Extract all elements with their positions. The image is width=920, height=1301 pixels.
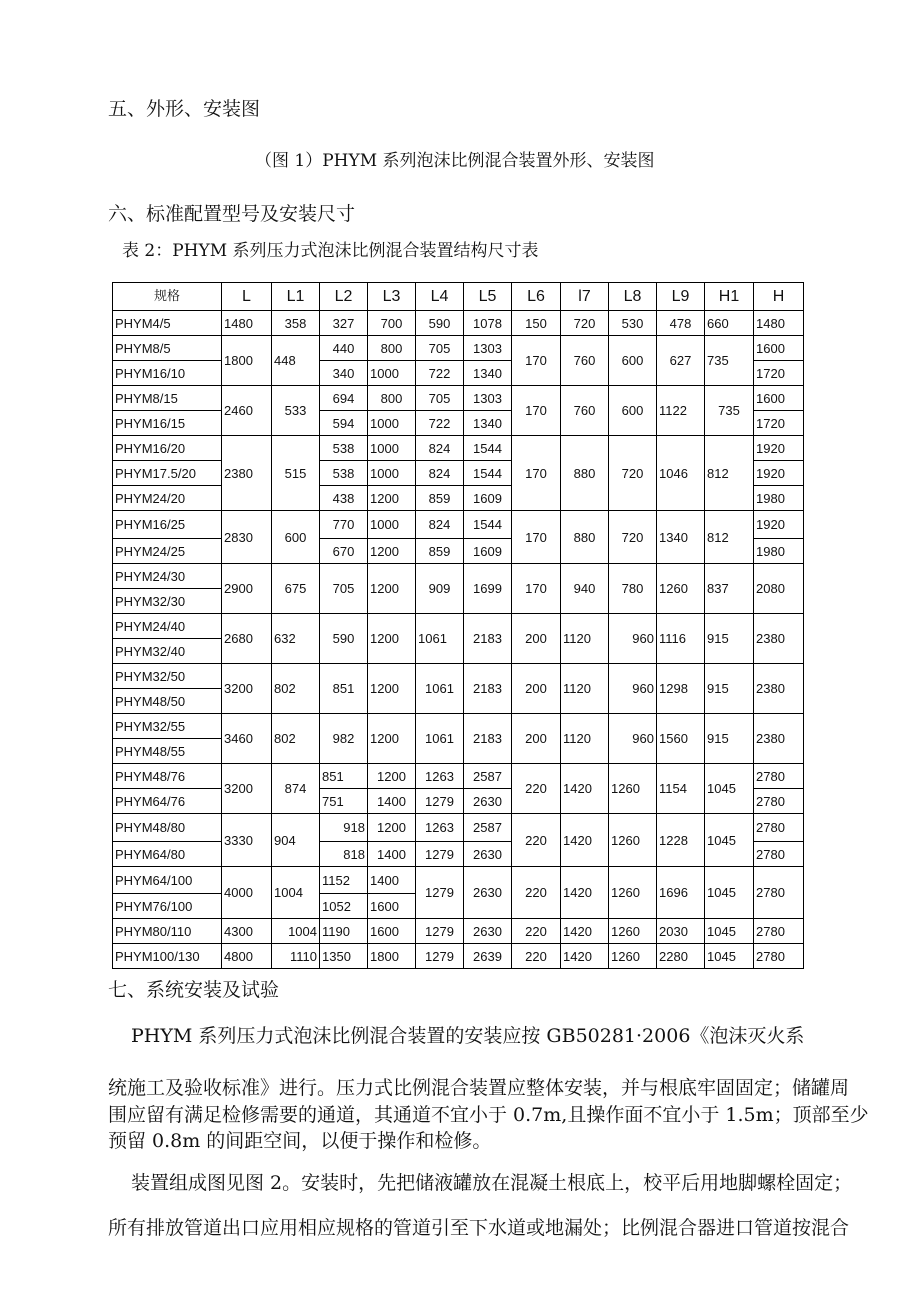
table-cell: 1340 — [464, 411, 512, 436]
table-cell: 2900 — [222, 564, 272, 614]
table-row — [113, 511, 804, 539]
table-cell: 1052 — [320, 894, 368, 919]
table-cell: 220 — [512, 919, 561, 944]
table-cell: 851 — [320, 764, 368, 789]
table-cell: 705 — [416, 386, 464, 411]
table-cell: 600 — [609, 336, 657, 386]
table-cell: 1400 — [368, 789, 416, 814]
table-cell: 851 — [320, 664, 368, 714]
table-cell: 1152 — [320, 867, 368, 894]
model-cell: PHYM4/5 — [113, 311, 222, 336]
header-cell: H — [754, 283, 804, 311]
table-cell: 760 — [561, 336, 609, 386]
table-cell: 2780 — [754, 867, 804, 919]
table-cell: 1061 — [416, 714, 464, 764]
section-7-heading: 七、系统安装及试验 — [108, 979, 280, 1001]
model-cell: PHYM16/15 — [113, 411, 222, 436]
table-cell: 1920 — [754, 461, 804, 486]
table-cell: 1200 — [368, 564, 416, 614]
table-cell: 751 — [320, 789, 368, 814]
table-cell: 1600 — [754, 386, 804, 411]
table-cell: 2780 — [754, 789, 804, 814]
model-cell: PHYM32/30 — [113, 589, 222, 614]
header-cell: L3 — [368, 283, 416, 311]
model-cell: PHYM32/55 — [113, 714, 222, 739]
table-cell: 720 — [561, 311, 609, 336]
table-cell: 2030 — [657, 919, 705, 944]
table-cell: 722 — [416, 361, 464, 386]
table-cell: 874 — [272, 764, 320, 814]
table-cell: 1200 — [368, 764, 416, 789]
table-cell: 1279 — [416, 842, 464, 867]
table-cell: 824 — [416, 436, 464, 461]
table-cell: 1000 — [368, 361, 416, 386]
table-cell: 200 — [512, 614, 561, 664]
table-row — [113, 614, 804, 639]
table-cell: 1400 — [368, 867, 416, 894]
table-cell: 438 — [320, 486, 368, 511]
table-cell: 170 — [512, 511, 561, 564]
table-cell: 3200 — [222, 664, 272, 714]
table-cell: 1061 — [416, 614, 464, 664]
table-cell: 1800 — [368, 944, 416, 969]
table-cell: 590 — [320, 614, 368, 664]
table-cell: 735 — [705, 386, 754, 436]
table-cell: 2587 — [464, 764, 512, 789]
table-cell: 1480 — [222, 311, 272, 336]
table-cell: 1699 — [464, 564, 512, 614]
model-cell: PHYM64/100 — [113, 867, 222, 894]
table-cell: 1045 — [705, 764, 754, 814]
table-cell: 904 — [272, 814, 320, 867]
table-cell: 327 — [320, 311, 368, 336]
table-cell: 1260 — [609, 919, 657, 944]
table-cell: 1078 — [464, 311, 512, 336]
table-cell: 1980 — [754, 486, 804, 511]
table-cell: 1045 — [705, 867, 754, 919]
table-cell: 170 — [512, 436, 561, 511]
table-cell: 340 — [320, 361, 368, 386]
header-cell: L8 — [609, 283, 657, 311]
table-cell: 1120 — [561, 664, 609, 714]
table-cell: 660 — [705, 311, 754, 336]
table-row — [113, 564, 804, 589]
table-cell: 1544 — [464, 461, 512, 486]
table-cell: 812 — [705, 511, 754, 564]
table-row — [113, 764, 804, 789]
table-row — [113, 436, 804, 461]
table-cell: 2630 — [464, 789, 512, 814]
model-cell: PHYM100/130 — [113, 944, 222, 969]
table-cell: 1154 — [657, 764, 705, 814]
table-cell: 722 — [416, 411, 464, 436]
table-cell: 1303 — [464, 336, 512, 361]
model-cell: PHYM48/80 — [113, 814, 222, 842]
table-row — [113, 664, 804, 689]
table-cell: 1420 — [561, 814, 609, 867]
table-cell: 1122 — [657, 386, 705, 436]
table-cell: 1609 — [464, 539, 512, 564]
model-cell: PHYM8/5 — [113, 336, 222, 361]
header-cell: L — [222, 283, 272, 311]
table-cell: 1544 — [464, 436, 512, 461]
model-cell: PHYM16/20 — [113, 436, 222, 461]
table-cell: 818 — [320, 842, 368, 867]
table-cell: 1260 — [609, 814, 657, 867]
table-cell: 915 — [705, 614, 754, 664]
model-cell: PHYM16/25 — [113, 511, 222, 539]
table-cell: 1340 — [464, 361, 512, 386]
table-cell: 802 — [272, 664, 320, 714]
table-cell: 538 — [320, 461, 368, 486]
table-cell: 3330 — [222, 814, 272, 867]
table-cell: 1279 — [416, 789, 464, 814]
table-cell: 1004 — [272, 867, 320, 919]
model-cell: PHYM48/50 — [113, 689, 222, 714]
table-cell: 590 — [416, 311, 464, 336]
paragraph-1-line-4: 预留 0.8m 的间距空间，以便于操作和检修。 — [108, 1130, 492, 1152]
table-cell: 802 — [272, 714, 320, 764]
table-cell: 1263 — [416, 814, 464, 842]
table-row — [113, 814, 804, 842]
table-cell: 2680 — [222, 614, 272, 664]
table-cell: 1560 — [657, 714, 705, 764]
table-cell: 358 — [272, 311, 320, 336]
table-cell: 1200 — [368, 486, 416, 511]
table-cell: 982 — [320, 714, 368, 764]
table-cell: 1045 — [705, 919, 754, 944]
table-cell: 915 — [705, 714, 754, 764]
table-cell: 670 — [320, 539, 368, 564]
table-cell: 538 — [320, 436, 368, 461]
table-header-row — [113, 283, 804, 311]
table-cell: 2630 — [464, 867, 512, 919]
table-cell: 1000 — [368, 461, 416, 486]
table-cell: 1279 — [416, 919, 464, 944]
paragraph-1-line-1: PHYM 系列压力式泡沫比例混合装置的安装应按 GB50281·2006《泡沫灭火系 — [131, 1025, 805, 1047]
model-cell: PHYM48/76 — [113, 764, 222, 789]
table-cell: 1279 — [416, 944, 464, 969]
table-cell: 1720 — [754, 361, 804, 386]
table-cell: 1000 — [368, 411, 416, 436]
table-cell: 1920 — [754, 511, 804, 539]
table-cell: 1116 — [657, 614, 705, 664]
table-cell: 700 — [368, 311, 416, 336]
table-cell: 1480 — [754, 311, 804, 336]
table-cell: 960 — [609, 664, 657, 714]
table-cell: 1004 — [272, 919, 320, 944]
header-cell: L6 — [512, 283, 561, 311]
table-cell: 1110 — [272, 944, 320, 969]
table-cell: 940 — [561, 564, 609, 614]
table-cell: 812 — [705, 436, 754, 511]
model-cell: PHYM64/76 — [113, 789, 222, 814]
table-cell: 220 — [512, 764, 561, 814]
table-cell: 1920 — [754, 436, 804, 461]
table-cell: 2080 — [754, 564, 804, 614]
table-cell: 533 — [272, 386, 320, 436]
table-row — [113, 919, 804, 944]
table-cell: 2780 — [754, 764, 804, 789]
table-cell: 1000 — [368, 511, 416, 539]
table-cell: 1260 — [657, 564, 705, 614]
table-cell: 2780 — [754, 919, 804, 944]
table-cell: 1800 — [222, 336, 272, 386]
table-cell: 720 — [609, 511, 657, 564]
paragraph-2-line-2: 所有排放管道出口应用相应规格的管道引至下水道或地漏处；比例混合器进口管道按混合 — [108, 1217, 850, 1239]
table-cell: 2639 — [464, 944, 512, 969]
table-cell: 627 — [657, 336, 705, 386]
table-cell: 1420 — [561, 764, 609, 814]
table-cell: 1061 — [416, 664, 464, 714]
table-cell: 1279 — [416, 867, 464, 919]
header-cell: L1 — [272, 283, 320, 311]
table-cell: 2630 — [464, 842, 512, 867]
table-cell: 2780 — [754, 944, 804, 969]
table-row — [113, 867, 804, 894]
table-cell: 1045 — [705, 944, 754, 969]
table-cell: 632 — [272, 614, 320, 664]
table-cell: 1720 — [754, 411, 804, 436]
figure-1-caption: （图 1）PHYM 系列泡沫比例混合装置外形、安装图 — [255, 151, 655, 171]
table-cell: 448 — [272, 336, 320, 386]
table-cell: 735 — [705, 336, 754, 386]
paragraph-1-line-3: 围应留有满足检修需要的通道，其通道不宜小于 0.7m,且操作面不宜小于 1.5m；顶部至少 — [108, 1104, 869, 1126]
table-cell: 2183 — [464, 614, 512, 664]
table-cell: 770 — [320, 511, 368, 539]
table-2-caption: 表 2：PHYM 系列压力式泡沫比例混合装置结构尺寸表 — [122, 241, 539, 261]
table-cell: 2587 — [464, 814, 512, 842]
table-cell: 960 — [609, 714, 657, 764]
table-cell: 859 — [416, 539, 464, 564]
table-cell: 1260 — [609, 867, 657, 919]
table-cell: 909 — [416, 564, 464, 614]
table-row — [113, 944, 804, 969]
header-cell: L4 — [416, 283, 464, 311]
table-cell: 515 — [272, 436, 320, 511]
table-cell: 1000 — [368, 436, 416, 461]
table-cell: 675 — [272, 564, 320, 614]
table-cell: 694 — [320, 386, 368, 411]
table-cell: 2183 — [464, 664, 512, 714]
table-cell: 2380 — [222, 436, 272, 511]
table-cell: 915 — [705, 664, 754, 714]
header-cell: L2 — [320, 283, 368, 311]
table-cell: 1420 — [561, 944, 609, 969]
table-cell: 800 — [368, 386, 416, 411]
table-row — [113, 311, 804, 336]
table-cell: 824 — [416, 511, 464, 539]
table-cell: 1303 — [464, 386, 512, 411]
table-cell: 4000 — [222, 867, 272, 919]
model-cell: PHYM80/110 — [113, 919, 222, 944]
table-cell: 1260 — [609, 764, 657, 814]
model-cell: PHYM17.5/20 — [113, 461, 222, 486]
table-cell: 1350 — [320, 944, 368, 969]
table-cell: 1200 — [368, 714, 416, 764]
model-cell: PHYM64/80 — [113, 842, 222, 867]
paragraph-2-line-1: 装置组成图见图 2。安装时，先把储液罐放在混凝土根底上，校平后用地脚螺栓固定； — [131, 1172, 853, 1194]
model-cell: PHYM24/20 — [113, 486, 222, 511]
table-cell: 150 — [512, 311, 561, 336]
table-cell: 600 — [272, 511, 320, 564]
model-cell: PHYM32/50 — [113, 664, 222, 689]
model-cell: PHYM32/40 — [113, 639, 222, 664]
table-cell: 1420 — [561, 919, 609, 944]
table-cell: 859 — [416, 486, 464, 511]
table-cell: 780 — [609, 564, 657, 614]
paragraph-1-line-2: 统施工及验收标准》进行。压力式比例混合装置应整体安装，并与根底牢固固定；储罐周 — [108, 1077, 850, 1099]
table-cell: 3460 — [222, 714, 272, 764]
model-cell: PHYM24/40 — [113, 614, 222, 639]
table-cell: 1340 — [657, 511, 705, 564]
table-cell: 918 — [320, 814, 368, 842]
table-cell: 1400 — [368, 842, 416, 867]
table-cell: 720 — [609, 436, 657, 511]
table-cell: 200 — [512, 714, 561, 764]
table-cell: 4800 — [222, 944, 272, 969]
table-cell: 220 — [512, 814, 561, 867]
table-cell: 705 — [320, 564, 368, 614]
table-cell: 170 — [512, 564, 561, 614]
table-cell: 594 — [320, 411, 368, 436]
table-cell: 2460 — [222, 386, 272, 436]
table-cell: 1228 — [657, 814, 705, 867]
table-cell: 1980 — [754, 539, 804, 564]
model-cell: PHYM76/100 — [113, 894, 222, 919]
table-cell: 220 — [512, 867, 561, 919]
table-cell: 1120 — [561, 714, 609, 764]
table-cell: 1420 — [561, 867, 609, 919]
table-cell: 760 — [561, 386, 609, 436]
table-cell: 2183 — [464, 714, 512, 764]
table-cell: 2630 — [464, 919, 512, 944]
dimension-table — [112, 282, 804, 969]
table-cell: 1600 — [754, 336, 804, 361]
table-cell: 880 — [561, 511, 609, 564]
model-cell: PHYM24/30 — [113, 564, 222, 589]
table-cell: 1045 — [705, 814, 754, 867]
model-cell: PHYM16/10 — [113, 361, 222, 386]
header-cell: L9 — [657, 283, 705, 311]
table-cell: 170 — [512, 386, 561, 436]
table-cell: 3200 — [222, 764, 272, 814]
table-cell: 1600 — [368, 894, 416, 919]
table-cell: 600 — [609, 386, 657, 436]
table-cell: 800 — [368, 336, 416, 361]
table-cell: 1263 — [416, 764, 464, 789]
table-row — [113, 386, 804, 411]
table-cell: 1046 — [657, 436, 705, 511]
table-cell: 2380 — [754, 614, 804, 664]
model-cell: PHYM8/15 — [113, 386, 222, 411]
table-cell: 200 — [512, 664, 561, 714]
table-cell: 960 — [609, 614, 657, 664]
table-cell: 824 — [416, 461, 464, 486]
table-cell: 2380 — [754, 714, 804, 764]
table-cell: 478 — [657, 311, 705, 336]
table-cell: 4300 — [222, 919, 272, 944]
table-cell: 1200 — [368, 614, 416, 664]
table-cell: 530 — [609, 311, 657, 336]
table-cell: 1200 — [368, 814, 416, 842]
header-cell: L5 — [464, 283, 512, 311]
table-cell: 705 — [416, 336, 464, 361]
table-cell: 1200 — [368, 664, 416, 714]
table-cell: 837 — [705, 564, 754, 614]
table-cell: 1544 — [464, 511, 512, 539]
table-cell: 2780 — [754, 814, 804, 842]
table-cell: 880 — [561, 436, 609, 511]
table-row — [113, 336, 804, 361]
table-cell: 1190 — [320, 919, 368, 944]
table-cell: 2780 — [754, 842, 804, 867]
header-cell: l7 — [561, 283, 609, 311]
model-cell: PHYM24/25 — [113, 539, 222, 564]
table-cell: 1200 — [368, 539, 416, 564]
header-cell: H1 — [705, 283, 754, 311]
table-cell: 1600 — [368, 919, 416, 944]
table-cell: 170 — [512, 336, 561, 386]
table-cell: 2280 — [657, 944, 705, 969]
model-cell: PHYM48/55 — [113, 739, 222, 764]
section-6-heading: 六、标准配置型号及安装尺寸 — [108, 203, 356, 225]
table-cell: 1696 — [657, 867, 705, 919]
table-cell: 1120 — [561, 614, 609, 664]
table-cell: 2380 — [754, 664, 804, 714]
table-cell: 1298 — [657, 664, 705, 714]
header-cell: 规格 — [113, 283, 222, 311]
table-row — [113, 714, 804, 739]
table-cell: 220 — [512, 944, 561, 969]
table-cell: 2830 — [222, 511, 272, 564]
table-cell: 1609 — [464, 486, 512, 511]
table-cell: 440 — [320, 336, 368, 361]
section-5-heading: 五、外形、安装图 — [108, 98, 261, 120]
table-cell: 1260 — [609, 944, 657, 969]
